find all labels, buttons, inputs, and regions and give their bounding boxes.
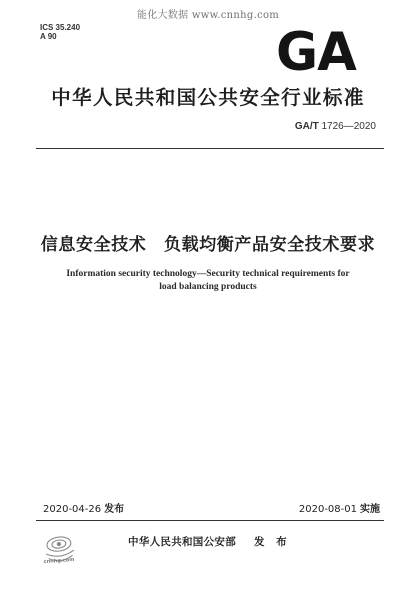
standard-prefix: GA/T (294, 121, 319, 132)
bottom-divider (36, 520, 384, 521)
implementation-date-value: 2020-08-01 (298, 504, 357, 515)
standard-number (295, 121, 376, 132)
stamp-text: cnnhg.com (43, 556, 75, 566)
issue-date-value: 2020-04-26 (43, 504, 102, 515)
issue-date (43, 500, 124, 515)
publisher-action: 发 布 (254, 536, 291, 548)
document-title-english (0, 268, 416, 294)
classification-codes (40, 23, 80, 41)
ics-code: ICS 35.240 (40, 23, 81, 32)
implementation-date-label: 实施 (360, 504, 380, 515)
watermark: 能化大数据 www.cnnhg.com (136, 10, 280, 21)
publisher-name: 中华人民共和国公安部 (128, 536, 236, 548)
watermark-stamp-icon (38, 530, 82, 574)
english-title-line-1: Information security technology—Security technical requirements for (66, 269, 350, 279)
issue-date-label: 发布 (104, 504, 125, 515)
publisher (128, 534, 291, 549)
standard-type-heading: 中华人民共和国公共安全行业标准 (51, 86, 365, 109)
english-title-line-2: load balancing products (159, 282, 257, 292)
ga-logo: GA (276, 21, 356, 83)
top-divider (36, 148, 384, 149)
ccs-code: A 90 (40, 32, 57, 41)
document-title-chinese: 信息安全技术 负载均衡产品安全技术要求 (40, 235, 376, 255)
standard-code: 1726—2020 (321, 121, 376, 132)
implementation-date (299, 500, 380, 515)
